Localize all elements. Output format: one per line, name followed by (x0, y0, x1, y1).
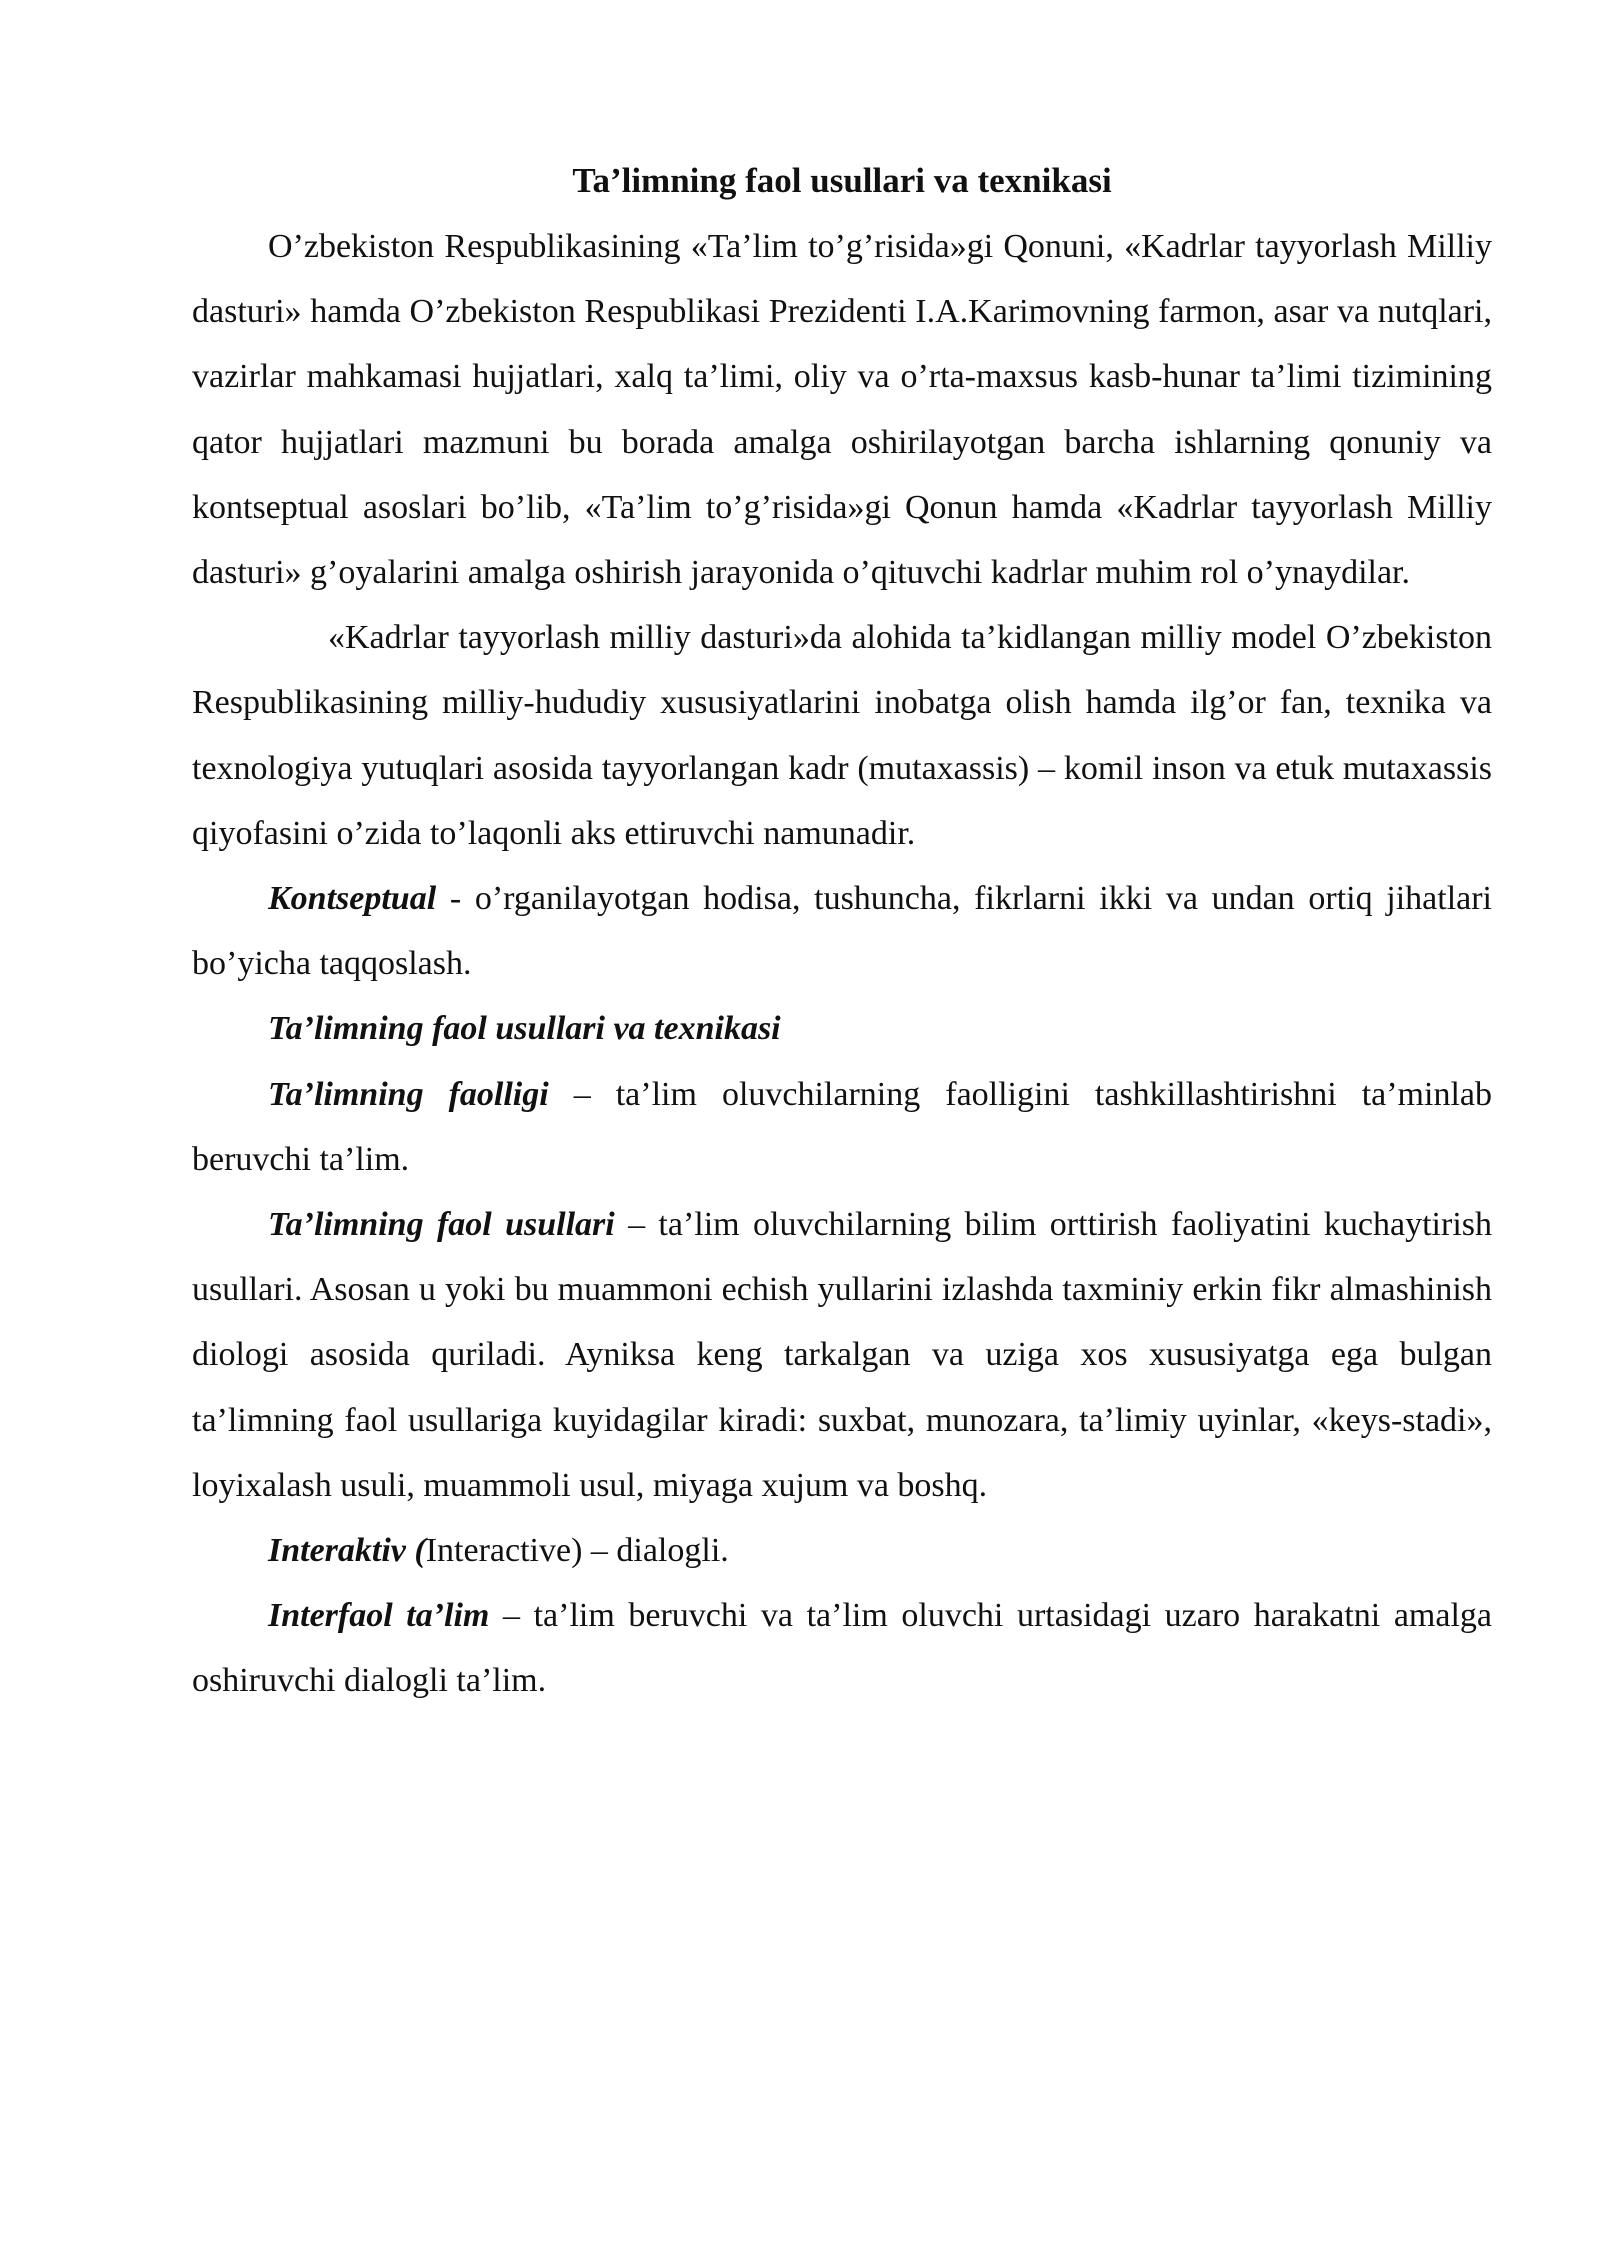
document-title: Ta’limning faol usullari va texnikasi (572, 161, 1112, 200)
definition-interaktiv (192, 1518, 1492, 1583)
definition-interfaol (192, 1583, 1492, 1713)
definition-faol-usullari (192, 1192, 1492, 1518)
definition-text: Interactive) – dialogli. (425, 1532, 729, 1570)
term-faol-usullari: Ta’limning faol usullari (268, 1206, 615, 1244)
definition-text: – ta’lim beruvchi va ta’lim oluvchi urtasidagi uzaro harakatni amalga oshiruvchi dialogli ta’lim. (192, 1597, 1492, 1700)
subheading-text: Ta’limning faol usullari va texnikasi (268, 1010, 781, 1048)
definition-text: – ta’lim oluvchilarning faolligini tashkillashtirishni ta’minlab beruvchi ta’lim. (192, 1075, 1492, 1178)
paragraph-national-model: «Kadrlar tayyorlash milliy dasturi»da alohida ta’kidlangan milliy model O’zbekiston Respublikasining milliy-hududiy xususiyatlarini inobatga olish hamda ilg’or fan, texnika va texnologiya yutuqlari asosida tayyorlangan kadr (mutaxassis) – komil inson va etuk mutaxassis qiyofasini o’zida to’laqonli aks ettiruvchi namunadir. (192, 619, 1492, 852)
definition-faolligi (192, 1062, 1492, 1192)
definition-text: - o’rganilayotgan hodisa, tushuncha, fikrlarni ikki va undan ortiq jihatlari bo’yicha taqqoslash. (192, 880, 1492, 983)
term-kontseptual: Kontseptual (268, 880, 437, 918)
definition-kontseptual (192, 866, 1492, 996)
term-interaktiv: Interaktiv ( (268, 1532, 426, 1570)
definition-text: – ta’lim oluvchilarning bilim orttirish faoliyatini kuchaytirish usullari. Asosan u yoki bu muammoni echish yullarini izlashda taxminiy erkin fikr almashinish diologi asosida quriladi. Ayniksa keng tarkalgan va uziga xos xususiyatga ega bulgan ta’limning faol usullariga kuyidagilar kiradi: suxbat, munozara, ta’limiy uyinlar, «keys-stadi», loyixalash usuli, muammoli usul, miyaga xujum va boshq. (192, 1206, 1492, 1504)
term-faolligi: Ta’limning faolligi (268, 1075, 549, 1113)
paragraph-intro: O’zbekiston Respublikasining «Ta’lim to’g’risida»gi Qonuni, «Kadrlar tayyorlash Milliy dasturi» hamda O’zbekiston Respublikasi Prezidenti I.A.Karimovning farmon, asar va nutqlari, vazirlar mahkamasi hujjatlari, xalq ta’limi, oliy va o’rta-maxsus kasb-hunar ta’limi tizimining qator hujjatlari mazmuni bu borada amalga oshirilayotgan barcha ishlarning qonuniy va kontseptual asoslari bo’lib, «Ta’lim to’g’risida»gi Qonun hamda «Kadrlar tayyorlash Milliy dasturi» g’oyalarini amalga oshirish jarayonida o’qituvchi kadrlar muhim rol o’ynaydilar. (192, 228, 1492, 592)
subheading (192, 996, 1492, 1061)
term-interfaol: Interfaol ta’lim (268, 1597, 490, 1635)
